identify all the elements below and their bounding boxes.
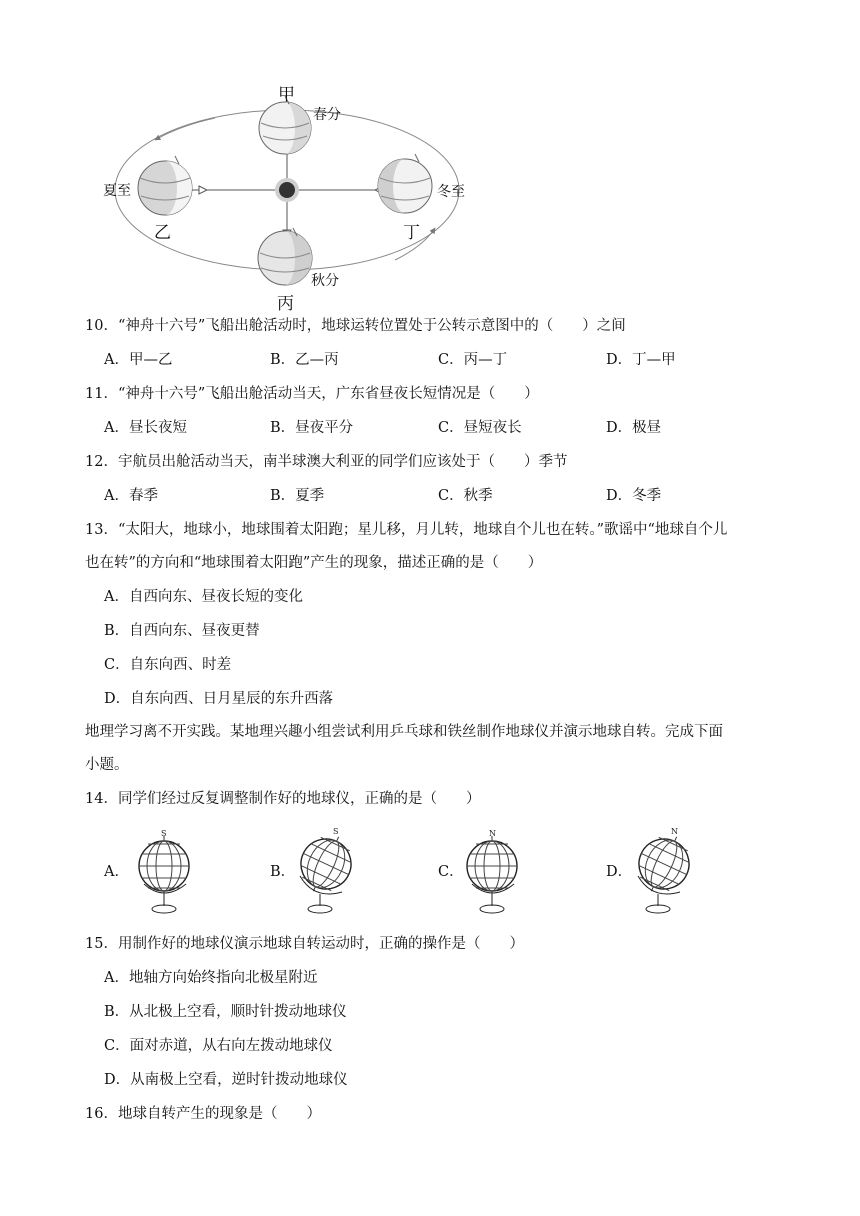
q15-option-c[interactable]: C．面对赤道，从右向左拨动地球仪 <box>104 1038 333 1054</box>
q14-option-a-pole: S <box>161 829 167 838</box>
intro-paragraph-line1: 地理学习离不开实践。某地理兴趣小组尝试利用乒乓球和铁丝制作地球仪并演示地球自转。完成下面 <box>85 724 723 740</box>
q10-option-d[interactable]: D．丁—甲 <box>606 352 676 368</box>
label-bing: 丙 <box>277 294 294 314</box>
q10-option-b[interactable]: B．乙—丙 <box>270 352 339 368</box>
q13-option-c[interactable]: C．自东向西、时差 <box>104 657 232 673</box>
q11-option-d[interactable]: D．极昼 <box>606 420 662 436</box>
sun-icon <box>275 178 299 202</box>
q13-option-d[interactable]: D．自东向西、日月星辰的东升西落 <box>104 691 334 707</box>
q15-option-b[interactable]: B．从北极上空看，顺时针拨动地球仪 <box>104 1004 347 1020</box>
question-11-stem: 11．“神舟十六号”飞船出舱活动当天，广东省昼夜长短情况是（ ） <box>85 386 539 402</box>
q14-option-a-label[interactable]: A． <box>104 864 129 880</box>
q14-option-b-globe-icon[interactable] <box>290 824 360 916</box>
intro-paragraph-line2: 小题。 <box>85 757 129 773</box>
q14-option-a-globe-icon[interactable] <box>130 826 200 916</box>
q14-option-b-label[interactable]: B． <box>270 864 296 880</box>
q13-option-a[interactable]: A．自西向东、昼夜长短的变化 <box>104 589 303 605</box>
q12-option-c[interactable]: C．秋季 <box>438 488 493 504</box>
q12-option-d[interactable]: D．冬季 <box>606 488 662 504</box>
q14-option-c-label[interactable]: C． <box>438 864 464 880</box>
label-spring-equinox: 春分 <box>313 107 341 123</box>
earth-autumn-icon <box>258 228 312 285</box>
q12-option-a[interactable]: A．春季 <box>104 488 158 504</box>
label-summer-solstice: 夏至 <box>103 183 131 199</box>
question-15-stem: 15．用制作好的地球仪演示地球自转运动时，正确的操作是（ ） <box>85 936 524 952</box>
q14-option-b-pole: S <box>333 827 339 836</box>
label-jia: 甲 <box>278 85 295 105</box>
earth-summer-icon <box>138 156 192 215</box>
q12-option-b[interactable]: B．夏季 <box>270 488 325 504</box>
q14-option-d-pole: N <box>671 827 678 836</box>
label-ding: 丁 <box>403 223 420 243</box>
label-winter-solstice: 冬至 <box>437 184 465 200</box>
q10-option-c[interactable]: C．丙—丁 <box>438 352 508 368</box>
question-16-stem: 16．地球自转产生的现象是（ ） <box>85 1106 321 1122</box>
q14-option-d-globe-icon[interactable] <box>628 824 698 916</box>
q14-option-d-label[interactable]: D． <box>606 864 633 880</box>
q13-option-b[interactable]: B．自西向东、昼夜更替 <box>104 623 260 639</box>
question-10-stem: 10．“神舟十六号”飞船出舱活动时，地球运转位置处于公转示意图中的（ ）之间 <box>85 318 626 334</box>
question-12-stem: 12．宇航员出舱活动当天，南半球澳大利亚的同学们应该处于（ ）季节 <box>85 454 568 470</box>
earth-winter-icon <box>378 154 432 213</box>
q15-option-a[interactable]: A．地轴方向始终指向北极星附近 <box>104 970 318 986</box>
label-autumn-equinox: 秋分 <box>311 273 339 289</box>
q14-option-c-pole: N <box>489 829 496 838</box>
q11-option-a[interactable]: A．昼长夜短 <box>104 420 187 436</box>
q14-option-c-globe-icon[interactable] <box>458 826 528 916</box>
question-14-stem: 14．同学们经过反复调整制作好的地球仪，正确的是（ ） <box>85 791 481 807</box>
q11-option-b[interactable]: B．昼夜平分 <box>270 420 354 436</box>
q10-option-a[interactable]: A．甲—乙 <box>104 352 173 368</box>
orbit-diagram <box>95 78 485 318</box>
question-13-stem-line2: 也在转”的方向和“地球围着太阳跑”产生的现象，描述正确的是（ ） <box>85 555 543 571</box>
q15-option-d[interactable]: D．从南极上空看，逆时针拨动地球仪 <box>104 1072 348 1088</box>
question-13-stem-line1: 13．“太阳大，地球小，地球围着太阳跑；星儿移，月儿转，地球自个儿也在转。”歌谣中“地球自个儿 <box>85 522 728 538</box>
label-yi: 乙 <box>154 223 171 243</box>
q11-option-c[interactable]: C．昼短夜长 <box>438 420 522 436</box>
